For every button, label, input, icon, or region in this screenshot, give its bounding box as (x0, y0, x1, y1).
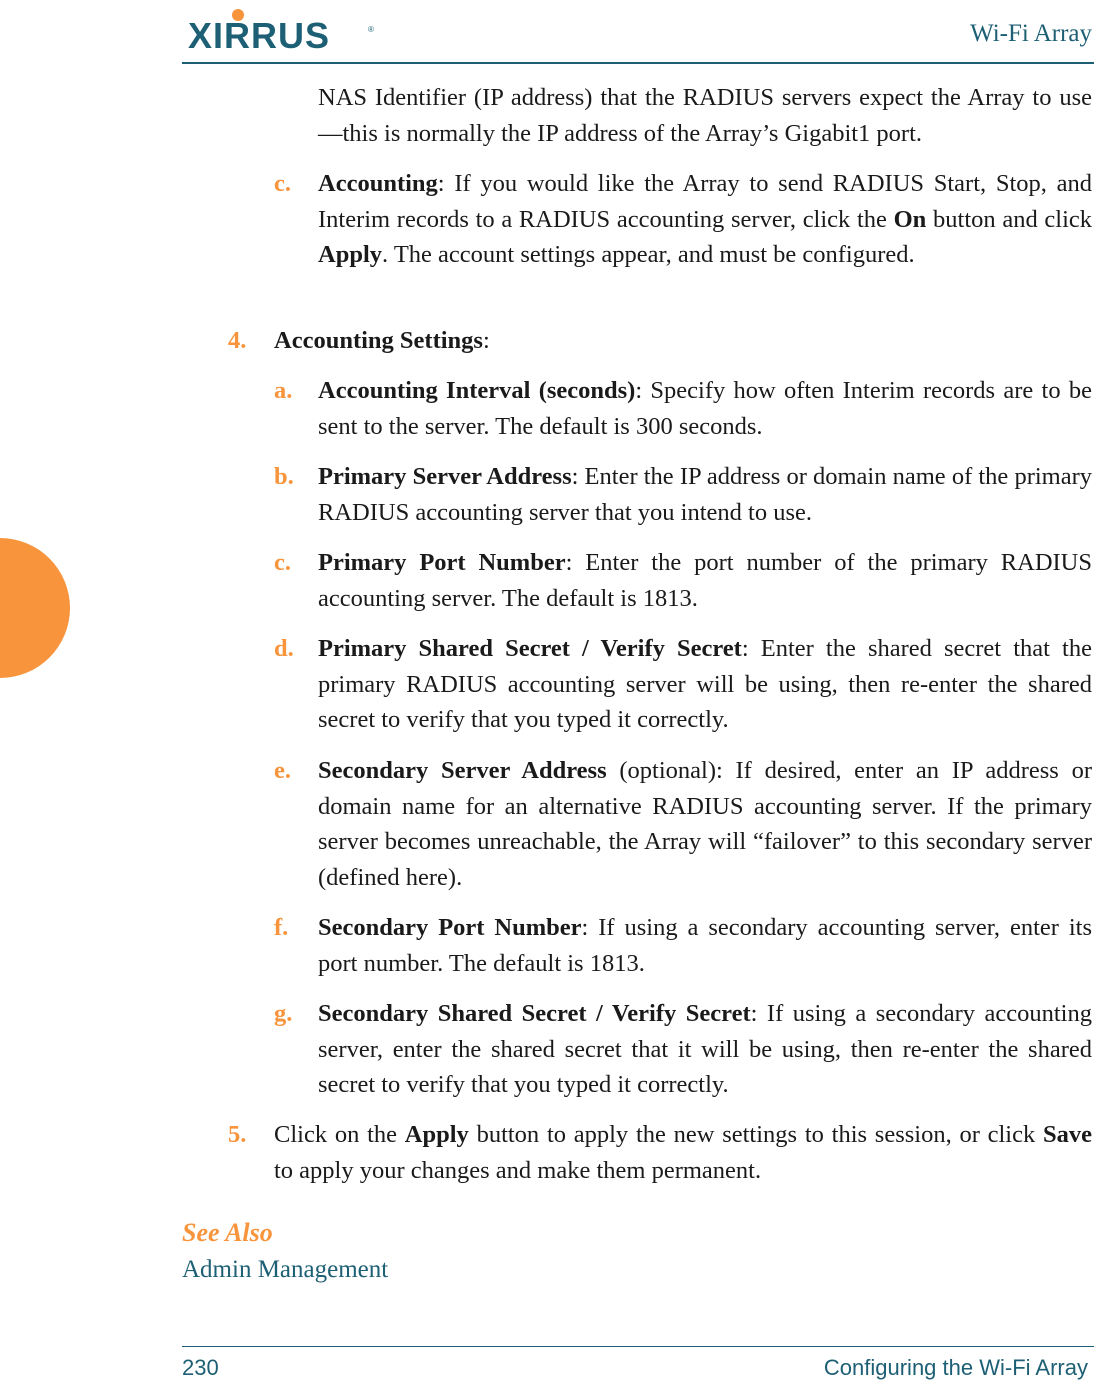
accounting-interval-paragraph: Accounting Interval (seconds): Specify how often Interim records are to be sent to the server. The default is 300 seconds. (318, 377, 1092, 440)
item-label: f. (274, 914, 289, 941)
secondary-server-address-paragraph: Secondary Server Address (optional): If desired, enter an IP address or domain name for an alternative RADIUS accounting server. If the primary server becomes unreachable, the Array will “failover” to this secondary server (defined here). (318, 757, 1092, 891)
secondary-shared-secret-paragraph: Secondary Shared Secret / Verify Secret: If using a secondary accounting server, enter the shared secret that it will be using, then re-enter the shared secret to verify that you typed it correctly. (318, 1000, 1092, 1098)
item-label: b. (274, 463, 294, 490)
accounting-paragraph: Accounting: If you would like the Array to send RADIUS Start, Stop, and Interim records to a RADIUS accounting server, click the On button and click Apply. The account settings appear, and must be configured. (318, 170, 1092, 268)
page-header (182, 0, 1094, 64)
primary-shared-secret-paragraph: Primary Shared Secret / Verify Secret: Enter the shared secret that the primary RADIUS accounting server will be using, then re-enter the shared secret to verify that you typed it correctly. (318, 635, 1092, 733)
item-label: c. (274, 170, 291, 197)
footer-title: Configuring the Wi-Fi Array (823, 1355, 1088, 1380)
xirrus-logo (188, 8, 378, 52)
see-also-heading: See Also (182, 1218, 273, 1247)
apply-save-paragraph: Click on the Apply button to apply the new settings to this session, or click Save to apply your changes and make them permanent. (274, 1121, 1092, 1184)
page-number: 230 (182, 1355, 219, 1380)
step-label: 5. (228, 1121, 247, 1148)
primary-port-number-paragraph: Primary Port Number: Enter the port number of the primary RADIUS accounting server. The default is 1813. (318, 549, 1093, 612)
item-label: c. (274, 549, 291, 576)
page-footer (182, 1346, 1094, 1382)
step-label: 4. (228, 327, 247, 354)
item-label: a. (274, 377, 293, 404)
accounting-settings-heading: Accounting Settings: (274, 327, 490, 354)
item-label: g. (274, 1000, 293, 1027)
svg-text:®: ® (368, 25, 374, 34)
primary-server-address-paragraph: Primary Server Address: Enter the IP address or domain name of the primary RADIUS accounting server that you intend to use. (318, 463, 1092, 526)
svg-text:XIRRUS: XIRRUS (188, 15, 331, 52)
secondary-port-number-paragraph: Secondary Port Number: If using a secondary accounting server, enter its port number. The default is 1813. (318, 914, 1092, 977)
intro-paragraph: NAS Identifier (IP address) that the RADIUS servers expect the Array to use—this is normally the IP address of the Array’s Gigabit1 port. (318, 84, 1092, 147)
header-title: Wi-Fi Array (970, 20, 1092, 47)
side-tab-marker (0, 538, 70, 678)
item-label: e. (274, 757, 291, 784)
admin-management-link[interactable]: Admin Management (182, 1256, 389, 1283)
item-label: d. (274, 635, 294, 662)
